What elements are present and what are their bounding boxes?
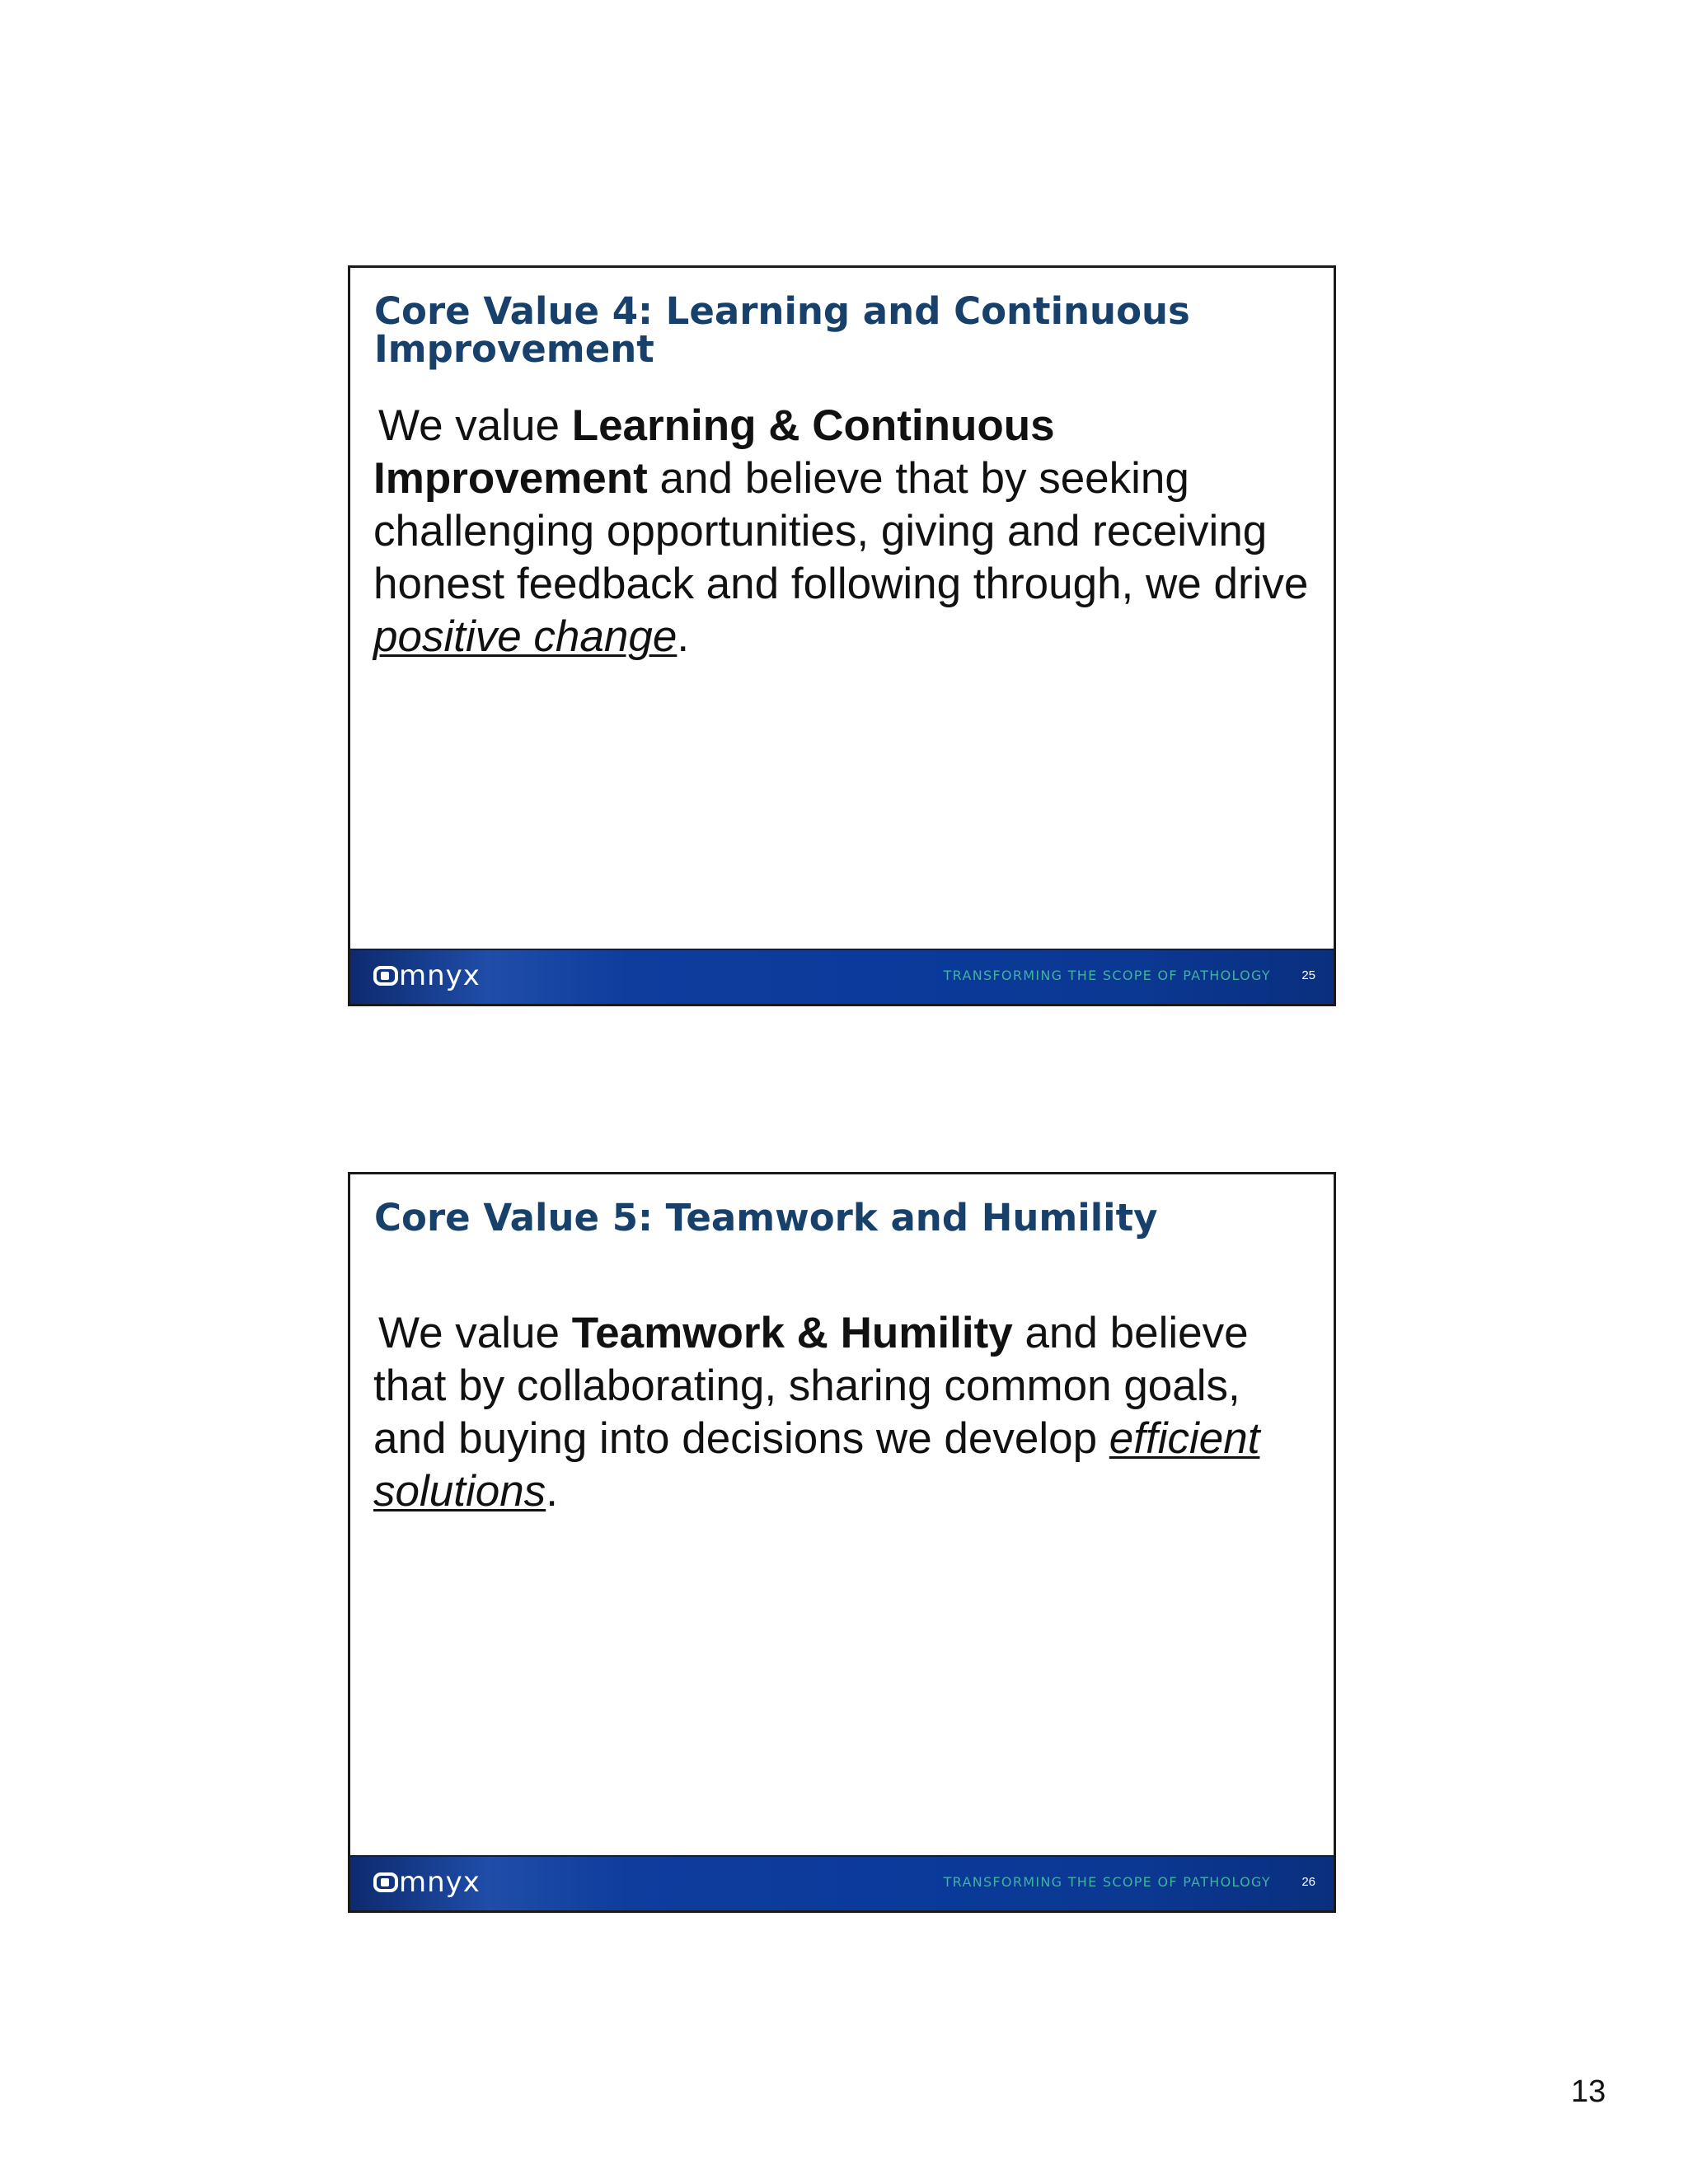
slide-title: Core Value 5: Teamwork and Humility [374, 1196, 1158, 1240]
body-emphasis: positive change [373, 612, 678, 661]
slide-number: 26 [1301, 1875, 1315, 1889]
body-bold-phrase: Teamwork & Humility [571, 1309, 1013, 1357]
footer-tagline: TRANSFORMING THE SCOPE OF PATHOLOGY [943, 968, 1271, 983]
slide-body [373, 1307, 1321, 1518]
page-number: 13 [1571, 2074, 1606, 2109]
slide-number: 25 [1301, 968, 1315, 982]
footer-tagline: TRANSFORMING THE SCOPE OF PATHOLOGY [943, 1874, 1271, 1890]
slide-footer [350, 949, 1334, 1004]
slide-body [373, 400, 1321, 663]
omnyx-logo [373, 1865, 481, 1900]
body-emphasis: efficient solutions [373, 1414, 1260, 1516]
slide-footer [350, 1855, 1334, 1910]
omnyx-logo-icon [373, 1872, 398, 1892]
body-suffix: . [677, 612, 690, 661]
body-middle: and believe that by seeking challenging opportunities, giving and receiving honest feedback and following through, we drive [373, 454, 1309, 608]
logo-text: mnyx [399, 959, 481, 992]
body-prefix: We value [378, 1309, 572, 1357]
slide-26 [348, 1172, 1336, 1913]
body-bold-phrase: Learning & Continuous Improvement [373, 401, 1055, 503]
slide-25 [348, 265, 1336, 1006]
body-middle: and believe that by collaborating, sharing common goals, and buying into decisions we develop [373, 1309, 1249, 1463]
slide-title: Core Value 4: Learning and Continuous Improvement [374, 289, 1190, 371]
body-prefix: We value [378, 401, 572, 450]
logo-text: mnyx [399, 1866, 481, 1899]
omnyx-logo-icon [373, 966, 398, 986]
omnyx-logo [373, 958, 481, 993]
body-suffix: . [546, 1467, 558, 1516]
